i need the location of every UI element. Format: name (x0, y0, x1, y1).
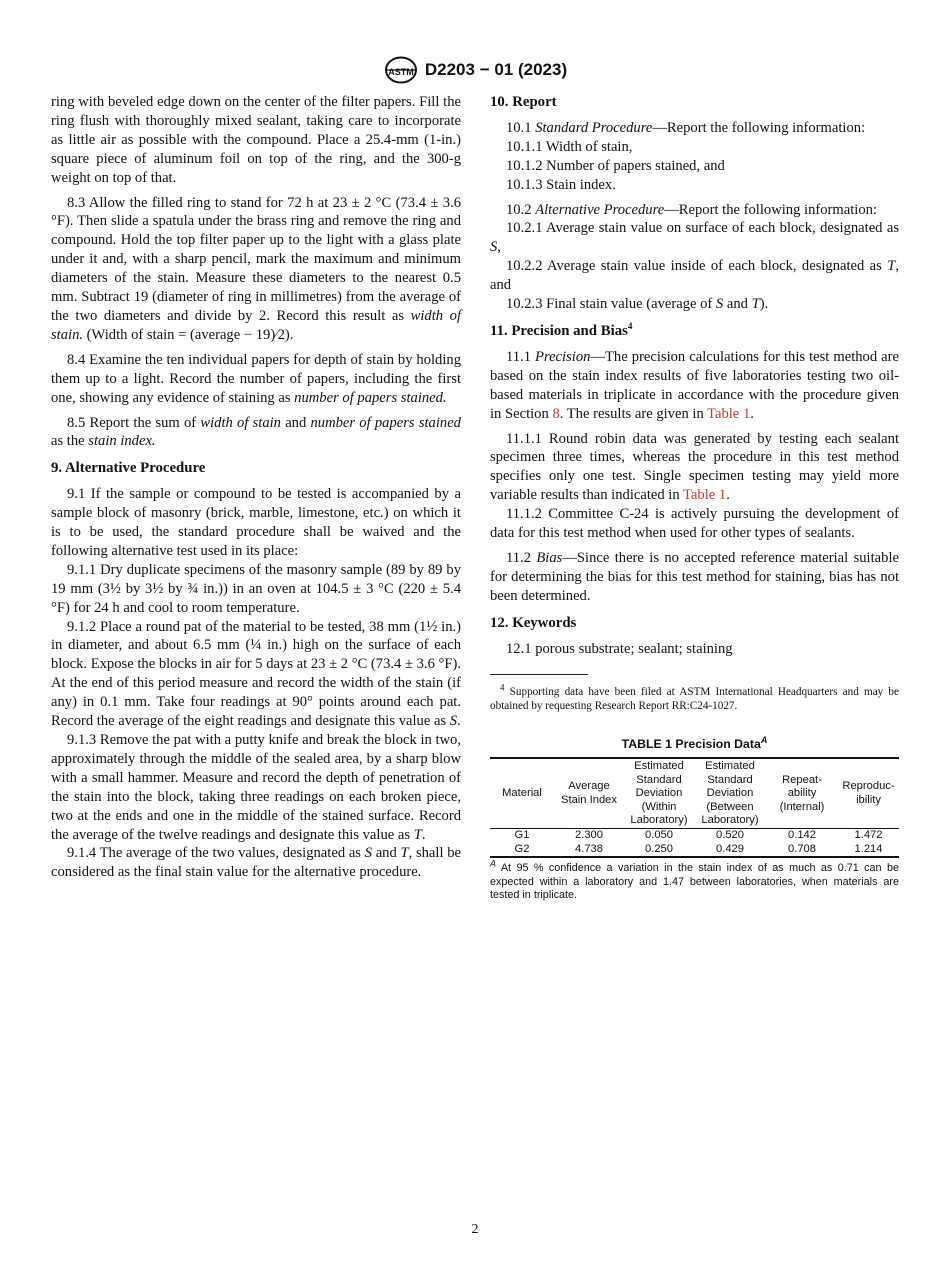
header-cell: Repeat-ability (Internal) (779, 773, 825, 813)
table-cell: 4.738 (575, 842, 603, 855)
document-designation: D2203 − 01 (2023) (424, 60, 568, 79)
table-cell: 0.520 (716, 829, 744, 842)
table-1-link[interactable]: Table 1 (683, 487, 727, 504)
paragraph-ring: ring with beveled edge down on the center of the filter papers. Fill the ring flush with thoroughly mixed sealant, taking care to incorporate as little air as possible with the compound. Place a 25.4-mm (1-in.) square piece of aluminum foil on top of the ring, and the 300-g weight on top of that. (51, 94, 461, 186)
table-row (490, 843, 899, 857)
table-cell: 0.429 (716, 842, 744, 855)
table-cell: 0.708 (788, 842, 816, 855)
paragraph-9-1-1: 9.1.1 Dry duplicate specimens of the masonry sample (89 by 89 by 19 mm (3½ by 3½ by ¾ in.)) in an oven at 104.5 ± 3 °C (220 ± 5.4 °F) for 24 h and cool to room temperature. (51, 561, 461, 616)
page-number: 2 (471, 1222, 479, 1237)
left-column (51, 93, 461, 882)
table-cell: G1 (514, 829, 530, 842)
table-cell: 1.472 (854, 829, 883, 842)
table-cell: 0.142 (788, 829, 816, 842)
table-cell: 2.300 (575, 829, 603, 842)
header-cell: Estimated Standard Deviation (Within Laboratory) (630, 760, 688, 826)
section-12-heading: 12. Keywords (490, 614, 577, 631)
table-cell: 1.214 (854, 842, 883, 855)
table-cell: 0.050 (645, 829, 673, 842)
paragraph-10-1-2: 10.1.2 Number of papers stained, and (506, 157, 725, 174)
header-cell: Estimated Standard Deviation (Between Laboratory) (701, 760, 759, 826)
table-1-link[interactable]: Table 1 (707, 405, 751, 422)
paragraph-11-1-1: 11.1.1 Round robin data was generated by testing each sealant specimen three times, whereas the procedure in this test method specifies only one test. Single specimen testing may yield more variable results than indicated in Table 1. (490, 430, 899, 504)
paragraph-10-2-1: 10.2.1 Average stain value on surface of each block, designated as S, (490, 220, 899, 256)
footnote-4: $^4$ Supporting data have been filed at ASTM International Headquarters and may be obtained by requesting Research Report RR:C24-1027. (490, 682, 899, 713)
astm-logo-icon (383, 56, 419, 84)
paragraph-9-1-4: 9.1.4 The average of the two values, designated as S and T, shall be considered as the final stain value for the alternative procedure. (51, 845, 461, 881)
section-11-heading: 11. Precision and Bias$^4$ (490, 321, 633, 339)
paragraph-9-1-2: 9.1.2 Place a round pat of the material to be tested, 38 mm (1½ in.) in diameter, and about 6.5 mm (¼ in.) high on the surface of each block. Expose the blocks in air for 5 days at 23 ± 2 °C (73.4 ± 3.6 °F). At the end of this period measure and record the width of the stain (if any) in 0.1 mm. Take four readings at 90° points around each pat. Record the average of the eight readings and designate this value as S. (51, 618, 461, 730)
precision-data-table (490, 757, 899, 858)
table-title: TABLE 1 Precision Data$^A$ (621, 735, 768, 752)
footnote-divider (490, 674, 588, 675)
right-column (490, 93, 899, 902)
table-cell: G2 (514, 842, 530, 855)
paragraph-10-1: 10.1 Standard Procedure—Report the following information: (506, 119, 866, 136)
paragraph-11-1: 11.1 Precision—The precision calculations for this test method are based on the stain index results of five laboratories testing two oil-based materials in triplicate in accordance with the procedure given in Section 8. The results are given in Table 1. (490, 348, 899, 422)
table-footnote: $^A$ At 95 % confidence a variation in the stain index of as much as 0.71 can be expected within a laboratory and 1.47 between laboratories, when materials are tested in triplicate. (490, 858, 899, 902)
paragraph-10-2: 10.2 Alternative Procedure—Report the following information: (506, 201, 877, 218)
section-10-heading: 10. Report (490, 94, 557, 110)
paragraph-10-2-2: 10.2.2 Average stain value inside of each block, designated as T, and (490, 258, 899, 294)
paragraph-10-1-3: 10.1.3 Stain index. (506, 176, 616, 193)
table-header-row (490, 758, 899, 829)
paragraph-11-1-2: 11.1.2 Committee C-24 is actively pursuing the development of data for this test method when used for other types of sealants. (490, 506, 899, 542)
section-8-link[interactable]: 8 (552, 405, 560, 422)
paragraph-10-1-1: 10.1.1 Width of stain, (506, 138, 633, 155)
header-cell: Reproduc-ibility (842, 780, 895, 806)
paragraph-8-5: 8.5 Report the sum of width of stain and number of papers stained as the stain index. (51, 414, 461, 450)
header-cell: Material (502, 787, 542, 800)
paragraph-11-2: 11.2 Bias—Since there is no accepted reference material suitable for determining the bias for this test method for staining, bias has not been determined. (490, 549, 899, 604)
table-row (490, 829, 899, 843)
page-header (0, 56, 950, 84)
paragraph-9-1-3: 9.1.3 Remove the pat with a putty knife and break the block in two, approximately through the middle of the sealed area, by a sharp blow with a small hammer. Measure and record the depth of penetration of the stain into the block, taking three readings on each broken piece, two at the ends and one in the middle of the stained surface. Record the average of the twelve readings and designate this value as T. (51, 732, 461, 843)
paragraph-10-2-3: 10.2.3 Final stain value (average of S and T). (506, 296, 769, 313)
section-9-heading: 9. Alternative Procedure (51, 460, 206, 477)
paragraph-8-4: 8.4 Examine the ten individual papers for depth of stain by holding them up to a light. Record the number of papers, including the first one, showing any evidence of staining as number of papers stained. (51, 351, 461, 406)
paragraph-12-1: 12.1 porous substrate; sealant; staining (506, 640, 733, 657)
table-cell: 0.250 (645, 842, 673, 855)
paragraph-9-1: 9.1 If the sample or compound to be tested is accompanied by a sample block of masonry (brick, marble, limestone, etc.) on which it is to be used, the standard procedure shall be waived and the following alternative test used in its place: (51, 486, 461, 559)
header-cell: Average Stain Index (561, 780, 617, 806)
svg-text:ASTM: ASTM (388, 67, 414, 77)
paragraph-8-3: 8.3 Allow the filled ring to stand for 72 h at 23 ± 2 °C (73.4 ± 3.6 °F). Then slide a spatula under the brass ring and remove the ring and compound. Hold the top filter paper up to the light with a glass plate under it and, with a sharp pencil, mark the maximum and minimum diameters of the stain. Measure these diameters to the nearest 0.5 mm. Subtract 19 (diameter of ring in millimetres) from the average of the two diameters and divide by 2. Record this result as width of stain. (Width of stain = (average − 19)⁄2). (51, 194, 462, 343)
